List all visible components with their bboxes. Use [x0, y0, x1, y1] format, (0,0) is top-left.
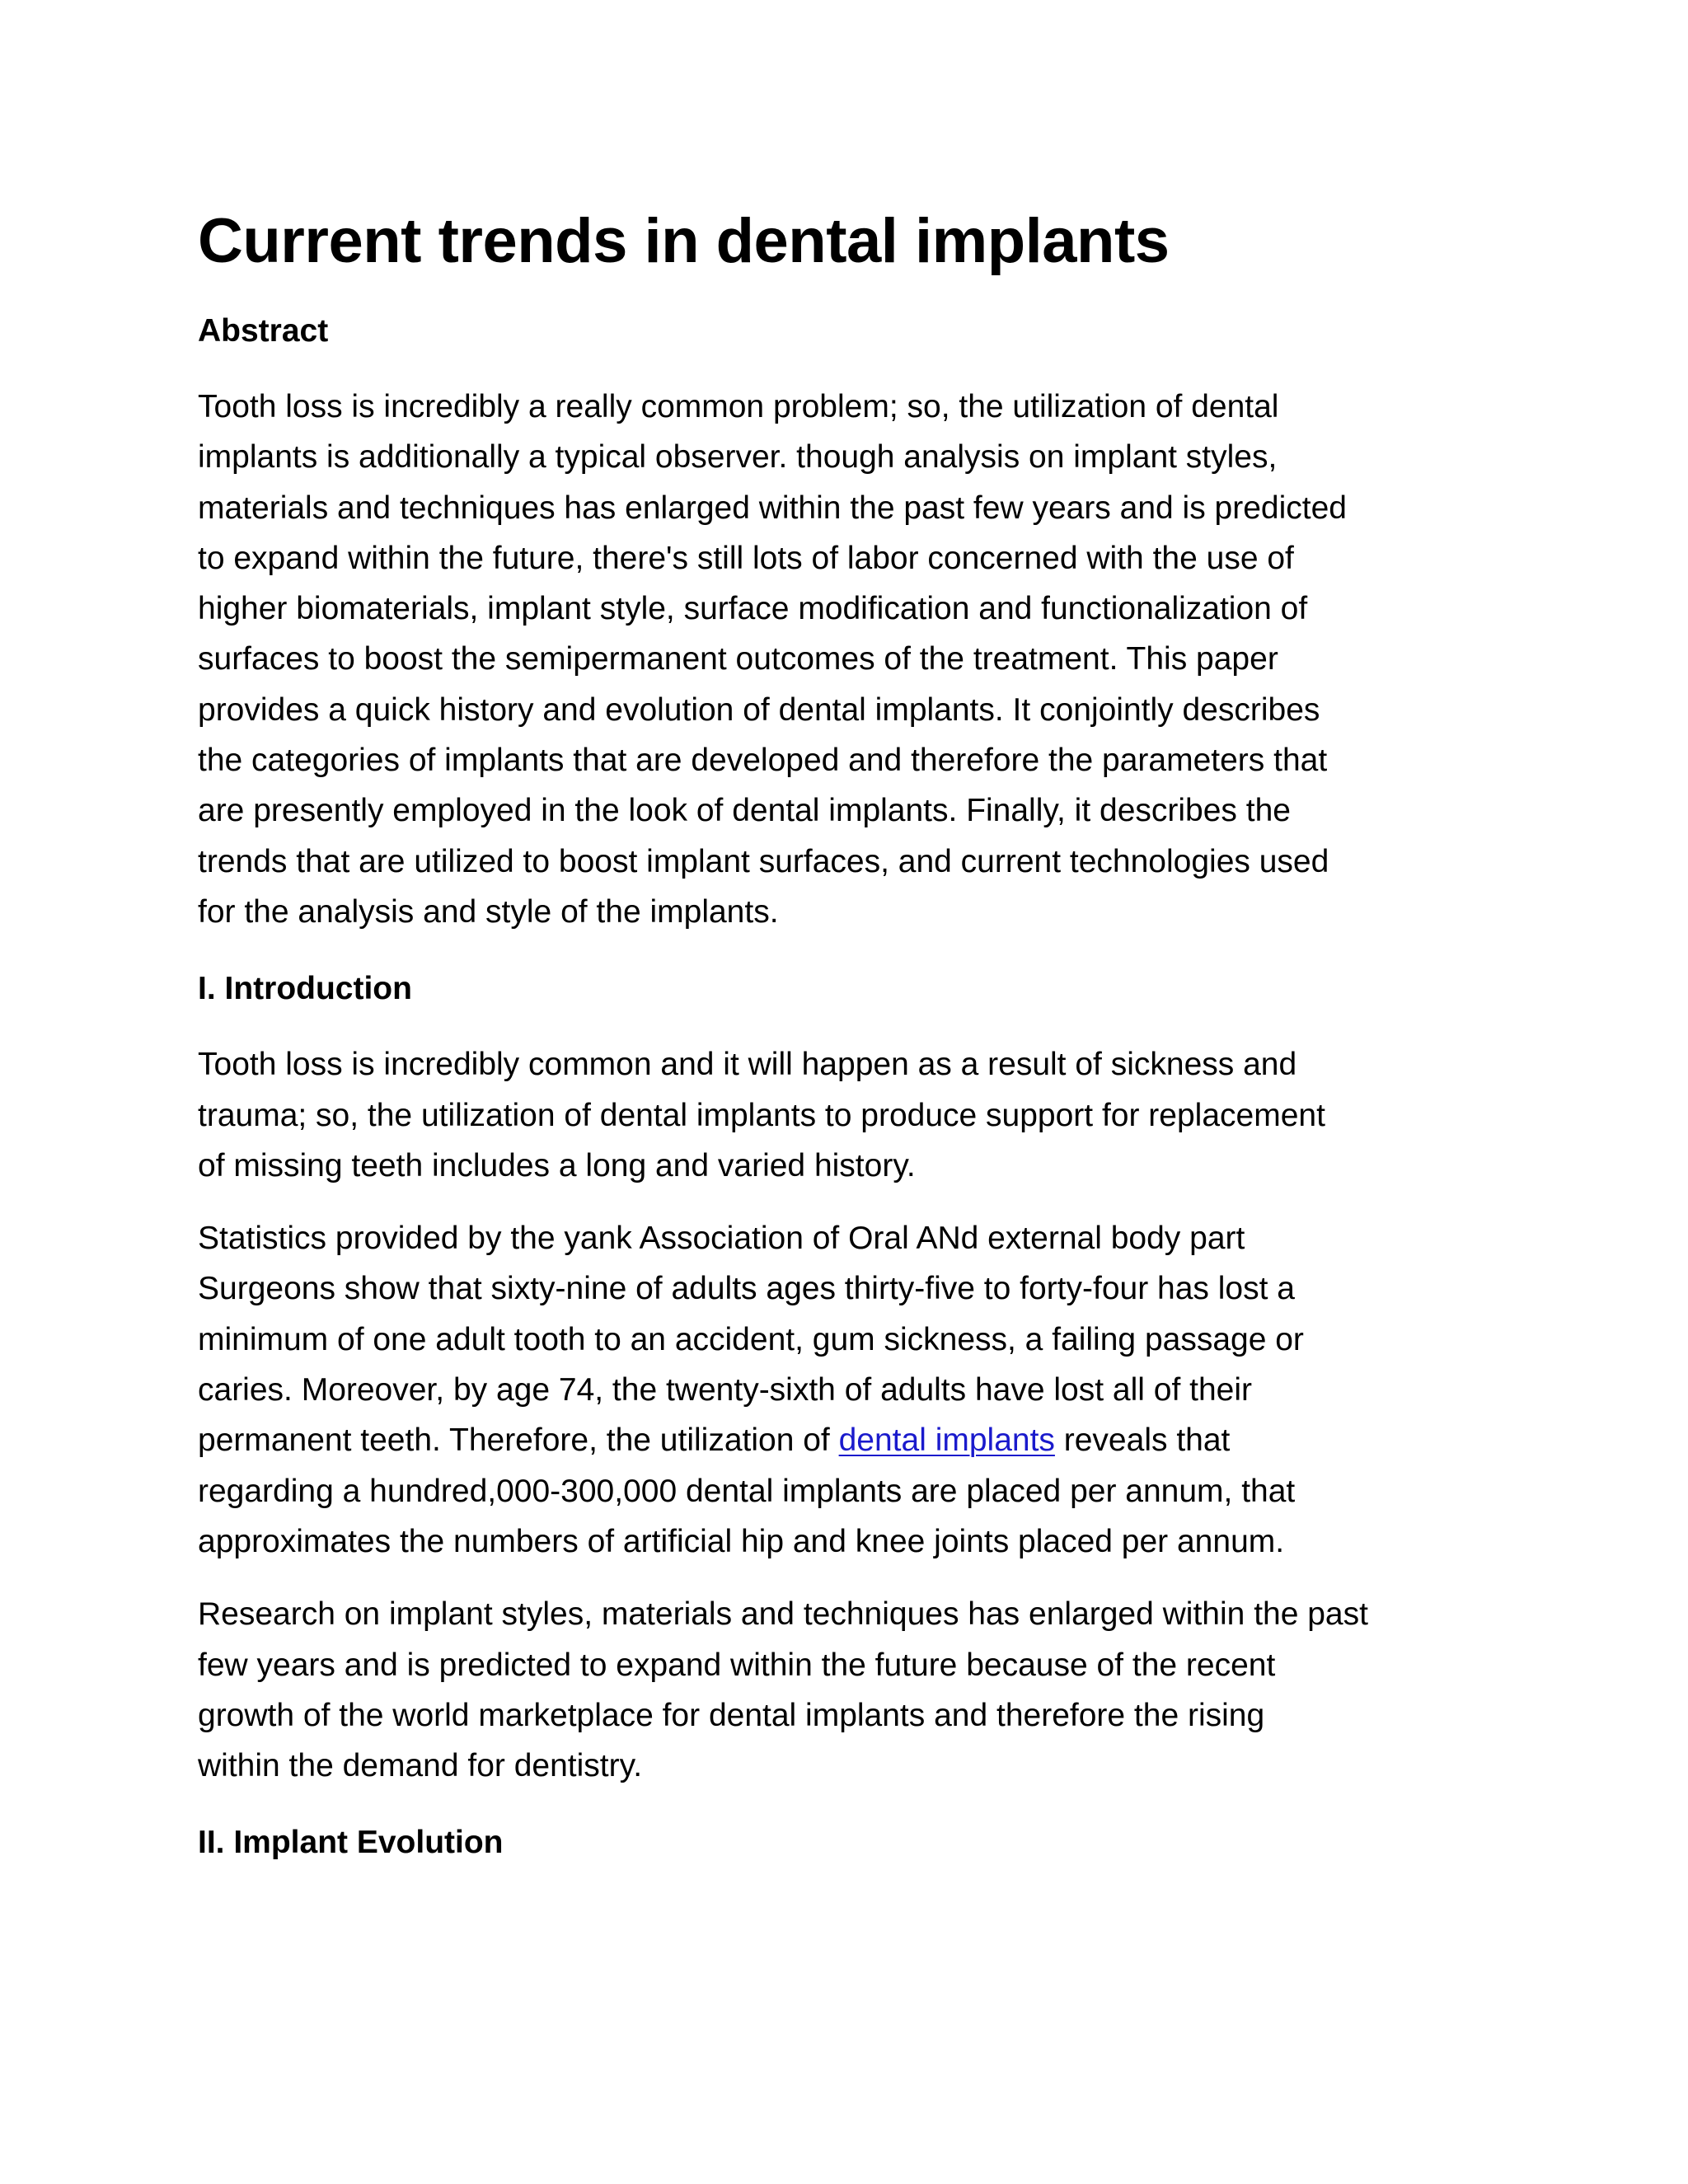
- abstract-line: trends that are utilized to boost implant surfaces, and current technologies used: [198, 843, 1329, 879]
- paragraph-line: regarding a hundred,000-300,000 dental implants are placed per annum, that: [198, 1473, 1296, 1509]
- paragraph-line: within the demand for dentistry.: [198, 1748, 643, 1784]
- implant-evolution-heading: II. Implant Evolution: [198, 1825, 504, 1861]
- dental-implants-link[interactable]: dental implants: [838, 1422, 1055, 1459]
- paragraph-line: approximates the numbers of artificial hip and knee joints placed per annum.: [198, 1523, 1285, 1559]
- link-line-after-text: reveals that: [1054, 1422, 1231, 1459]
- abstract-line: to expand within the future, there's still lots of labor concerned with the use of: [198, 540, 1294, 576]
- paragraph-line: minimum of one adult tooth to an accident, gum sickness, a failing passage or: [198, 1321, 1304, 1357]
- paragraph-line: caries. Moreover, by age 74, the twenty-sixth of adults have lost all of their: [198, 1372, 1252, 1408]
- abstract-paragraph: [198, 382, 1484, 937]
- abstract-line: the categories of implants that are developed and therefore the parameters that: [198, 743, 1328, 779]
- abstract-heading: Abstract: [198, 313, 329, 349]
- abstract-line: for the analysis and style of the implants.: [198, 893, 779, 930]
- abstract-line: are presently employed in the look of dental implants. Finally, it describes the: [198, 793, 1291, 829]
- abstract-line: Tooth loss is incredibly a really common problem; so, the utilization of dental: [198, 389, 1279, 424]
- abstract-line: surfaces to boost the semipermanent outcomes of the treatment. This paper: [198, 641, 1278, 677]
- abstract-line: implants is additionally a typical observer. though analysis on implant styles,: [198, 439, 1278, 476]
- link-line-before-text: permanent teeth. Therefore, the utilization of: [198, 1422, 839, 1459]
- introduction-heading: I. Introduction: [198, 971, 412, 1007]
- document-title: Current trends in dental implants: [198, 206, 1170, 276]
- paragraph-line: few years and is predicted to expand within the future because of the recent: [198, 1647, 1276, 1683]
- paragraph-line: of missing teeth includes a long and varied history.: [198, 1147, 916, 1183]
- paragraph-line: Surgeons show that sixty-nine of adults ages thirty-five to forty-four has lost a: [198, 1271, 1295, 1307]
- paragraph-line-with-link: [198, 1415, 1484, 1465]
- introduction-paragraph-2: [198, 1213, 1484, 1567]
- paragraph-line: trauma; so, the utilization of dental implants to produce support for replacement: [198, 1097, 1325, 1133]
- abstract-line: materials and techniques has enlarged within the past few years and is predicted: [198, 490, 1347, 526]
- introduction-paragraph-1: [198, 1039, 1484, 1191]
- introduction-paragraph-3: [198, 1589, 1484, 1791]
- paragraph-line: growth of the world marketplace for dental implants and therefore the rising: [198, 1697, 1265, 1733]
- paragraph-line: Research on implant styles, materials and techniques has enlarged within the past: [198, 1596, 1368, 1633]
- abstract-line: provides a quick history and evolution of dental implants. It conjointly describes: [198, 691, 1320, 728]
- paragraph-line: Statistics provided by the yank Association of Oral ANd external body part: [198, 1221, 1245, 1257]
- abstract-line: higher biomaterials, implant style, surface modification and functionalization of: [198, 591, 1308, 627]
- document-body: [198, 202, 1484, 1865]
- paragraph-line: Tooth loss is incredibly common and it will happen as a result of sickness and: [198, 1047, 1297, 1083]
